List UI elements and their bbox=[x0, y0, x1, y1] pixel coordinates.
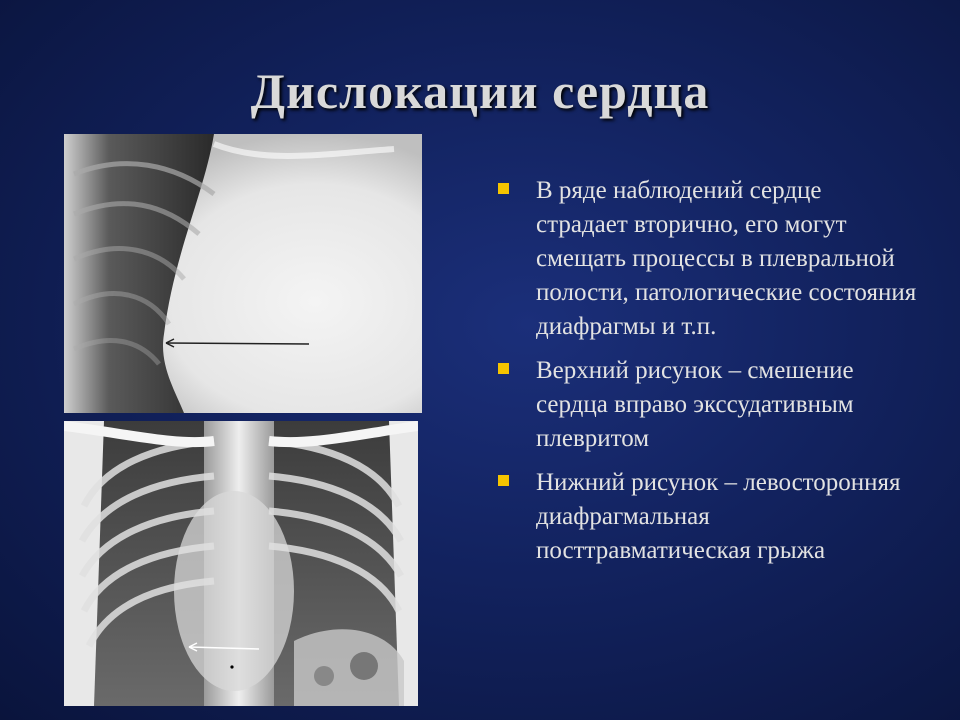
square-bullet-icon bbox=[498, 183, 509, 194]
square-bullet-icon bbox=[498, 363, 509, 374]
chest-xray-bottom-image bbox=[64, 421, 418, 706]
square-bullet-icon bbox=[498, 475, 509, 486]
chest-xray-top-image bbox=[64, 134, 422, 413]
bullet-item bbox=[498, 354, 918, 456]
bullet-item bbox=[498, 466, 918, 568]
slide-title: Дислокации сердца bbox=[250, 63, 710, 119]
bullet-list bbox=[498, 174, 918, 578]
bullet-text: Нижний рисунок – левосторонняя диафрагмальная посттравматическая грыжа bbox=[536, 469, 901, 564]
bullet-text: Верхний рисунок – смешение сердца вправо экссудативным плевритом bbox=[536, 357, 854, 452]
bullet-item bbox=[498, 174, 918, 344]
bullet-text: В ряде наблюдений сердце страдает вторично, его могут смещать процессы в плевральной полости, патологические состояния диафрагмы и т.п. bbox=[536, 177, 917, 340]
